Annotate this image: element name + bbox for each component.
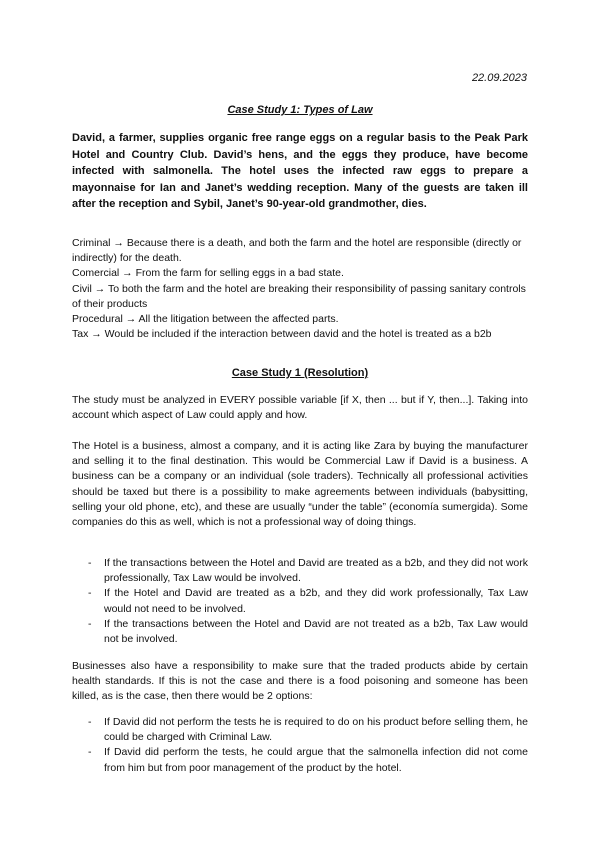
law-type-civil: Civil → To both the farm and the hotel are breaking their responsibility of passing sanitary controls of their products (72, 282, 526, 310)
tax-cases-list (88, 556, 528, 647)
list-item: - If David did not perform the tests he is required to do on his product before selling them, he could be charged with Criminal Law. (88, 715, 528, 745)
law-type-criminal: Criminal → Because there is a death, and both the farm and the hotel are responsible (directly or indirectly) for the death. (72, 237, 522, 265)
resolution-paragraph-2: The Hotel is a business, almost a company, and it is acting like Zara by buying the manufacturer and selling it to the final destination. This would be Commercial Law if David is a business. A business can be a company or an individual (sole traders). Technically all professional activities should be taxed but there is a possibility to make agreements between individuals (babysitting, selling your old phone, etc), and these are usually “under the table” (economía sumergida). Some companies do this as well, which is not a professional way of doing things. (72, 440, 528, 529)
list-item: - If the Hotel and David are treated as a b2b, and they did work professionally, Tax Law would not need to be involved. (88, 586, 528, 616)
case-study-title: Case Study 1: Types of Law (227, 104, 373, 116)
list-item: - If David did perform the tests, he could argue that the salmonella infection did not come from him but from poor management of the product by the hotel. (88, 745, 528, 775)
options-list (88, 715, 528, 776)
date: 22.09.2023 (471, 72, 527, 84)
intro-paragraph: David, a farmer, supplies organic free range eggs on a regular basis to the Peak Park Hotel and Country Club. David’s hens, and the eggs they produce, have become infected with salmonella. The hotel uses the infected raw eggs to prepare a mayonnaise for Ian and Janet’s wedding reception. Many of the guests are taken ill after the reception and Sybil, Janet’s 90-year-old grandmother, dies. (72, 132, 528, 210)
law-types-list (72, 236, 528, 342)
law-type-procedural: Procedural → All the litigation between the affected parts. (72, 313, 339, 326)
resolution-paragraph-1: The study must be analyzed in EVERY possible variable [if X, then ... but if Y, then...]. Taking into account which aspect of Law could apply and how. (72, 394, 528, 422)
list-item: - If the transactions between the Hotel and David are not treated as a b2b, Tax Law would not be involved. (88, 617, 528, 647)
resolution-paragraph-3: Businesses also have a responsibility to make sure that the traded products abide by certain health standards. If this is not the case and there is a food poisoning and someone has been killed, as is the case, then there would be 2 options: (72, 660, 528, 703)
law-type-tax: Tax → Would be included if the interaction between david and the hotel is treated as a b2b (72, 328, 492, 341)
law-type-comercial: Comercial → From the farm for selling eggs in a bad state. (72, 267, 344, 280)
list-item: - If the transactions between the Hotel and David are treated as a b2b, and they did not work professionally, Tax Law would be involved. (88, 556, 528, 586)
resolution-title: Case Study 1 (Resolution) (231, 367, 369, 379)
